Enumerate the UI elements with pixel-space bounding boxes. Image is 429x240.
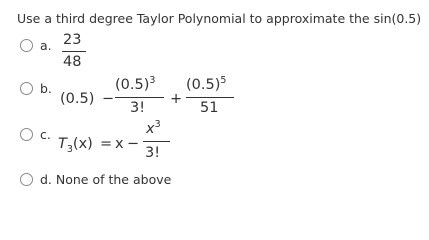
option-b-term2-exponent: 5	[220, 75, 227, 86]
option-c-func-name: T	[58, 136, 67, 152]
option-c-minus: −	[127, 136, 140, 152]
option-b-radio[interactable]	[20, 82, 33, 95]
option-c-frac-base: x	[146, 121, 155, 137]
option-b-term1-numerator	[115, 77, 155, 93]
option-b-term2-denominator: 51	[200, 100, 219, 116]
option-b-term1-bar	[115, 97, 164, 98]
option-a-numerator: 23	[63, 32, 82, 48]
question-text: Use a third degree Taylor Polynomial to approximate the sin(0.5)	[17, 11, 422, 26]
option-c-label: c.	[40, 127, 51, 142]
option-a-fraction-bar	[62, 51, 86, 52]
option-b-label: b.	[40, 81, 52, 96]
option-b-plus: +	[170, 91, 183, 107]
option-b-term2-numerator	[186, 77, 226, 93]
option-c-frac-numerator	[146, 121, 161, 137]
option-d-label: d. None of the above	[40, 172, 172, 187]
option-c-equals: =	[100, 136, 113, 152]
option-c-x-term: x	[115, 136, 124, 152]
option-d-radio[interactable]	[20, 173, 33, 186]
option-b-lead-term: (0.5)	[60, 91, 95, 107]
option-c-func-subscript: 3	[66, 144, 73, 155]
option-c-frac-exponent: 3	[154, 119, 161, 130]
option-c-lhs	[58, 136, 93, 155]
option-b-term2-bar	[186, 97, 234, 98]
option-c-radio[interactable]	[20, 128, 33, 141]
option-a-label: a.	[40, 38, 52, 53]
option-a-denominator: 48	[63, 54, 82, 70]
option-b-term2-base: (0.5)	[186, 77, 221, 93]
option-b-term1-denominator: 3!	[130, 100, 146, 116]
option-c-fraction-bar	[143, 141, 170, 142]
option-b-term1-exponent: 3	[149, 75, 156, 86]
option-b-minus: −	[102, 91, 115, 107]
option-c-frac-denominator: 3!	[145, 145, 161, 161]
option-c-func-arg: (x)	[72, 136, 93, 152]
option-a-radio[interactable]	[20, 39, 33, 52]
option-b-term1-base: (0.5)	[115, 77, 150, 93]
